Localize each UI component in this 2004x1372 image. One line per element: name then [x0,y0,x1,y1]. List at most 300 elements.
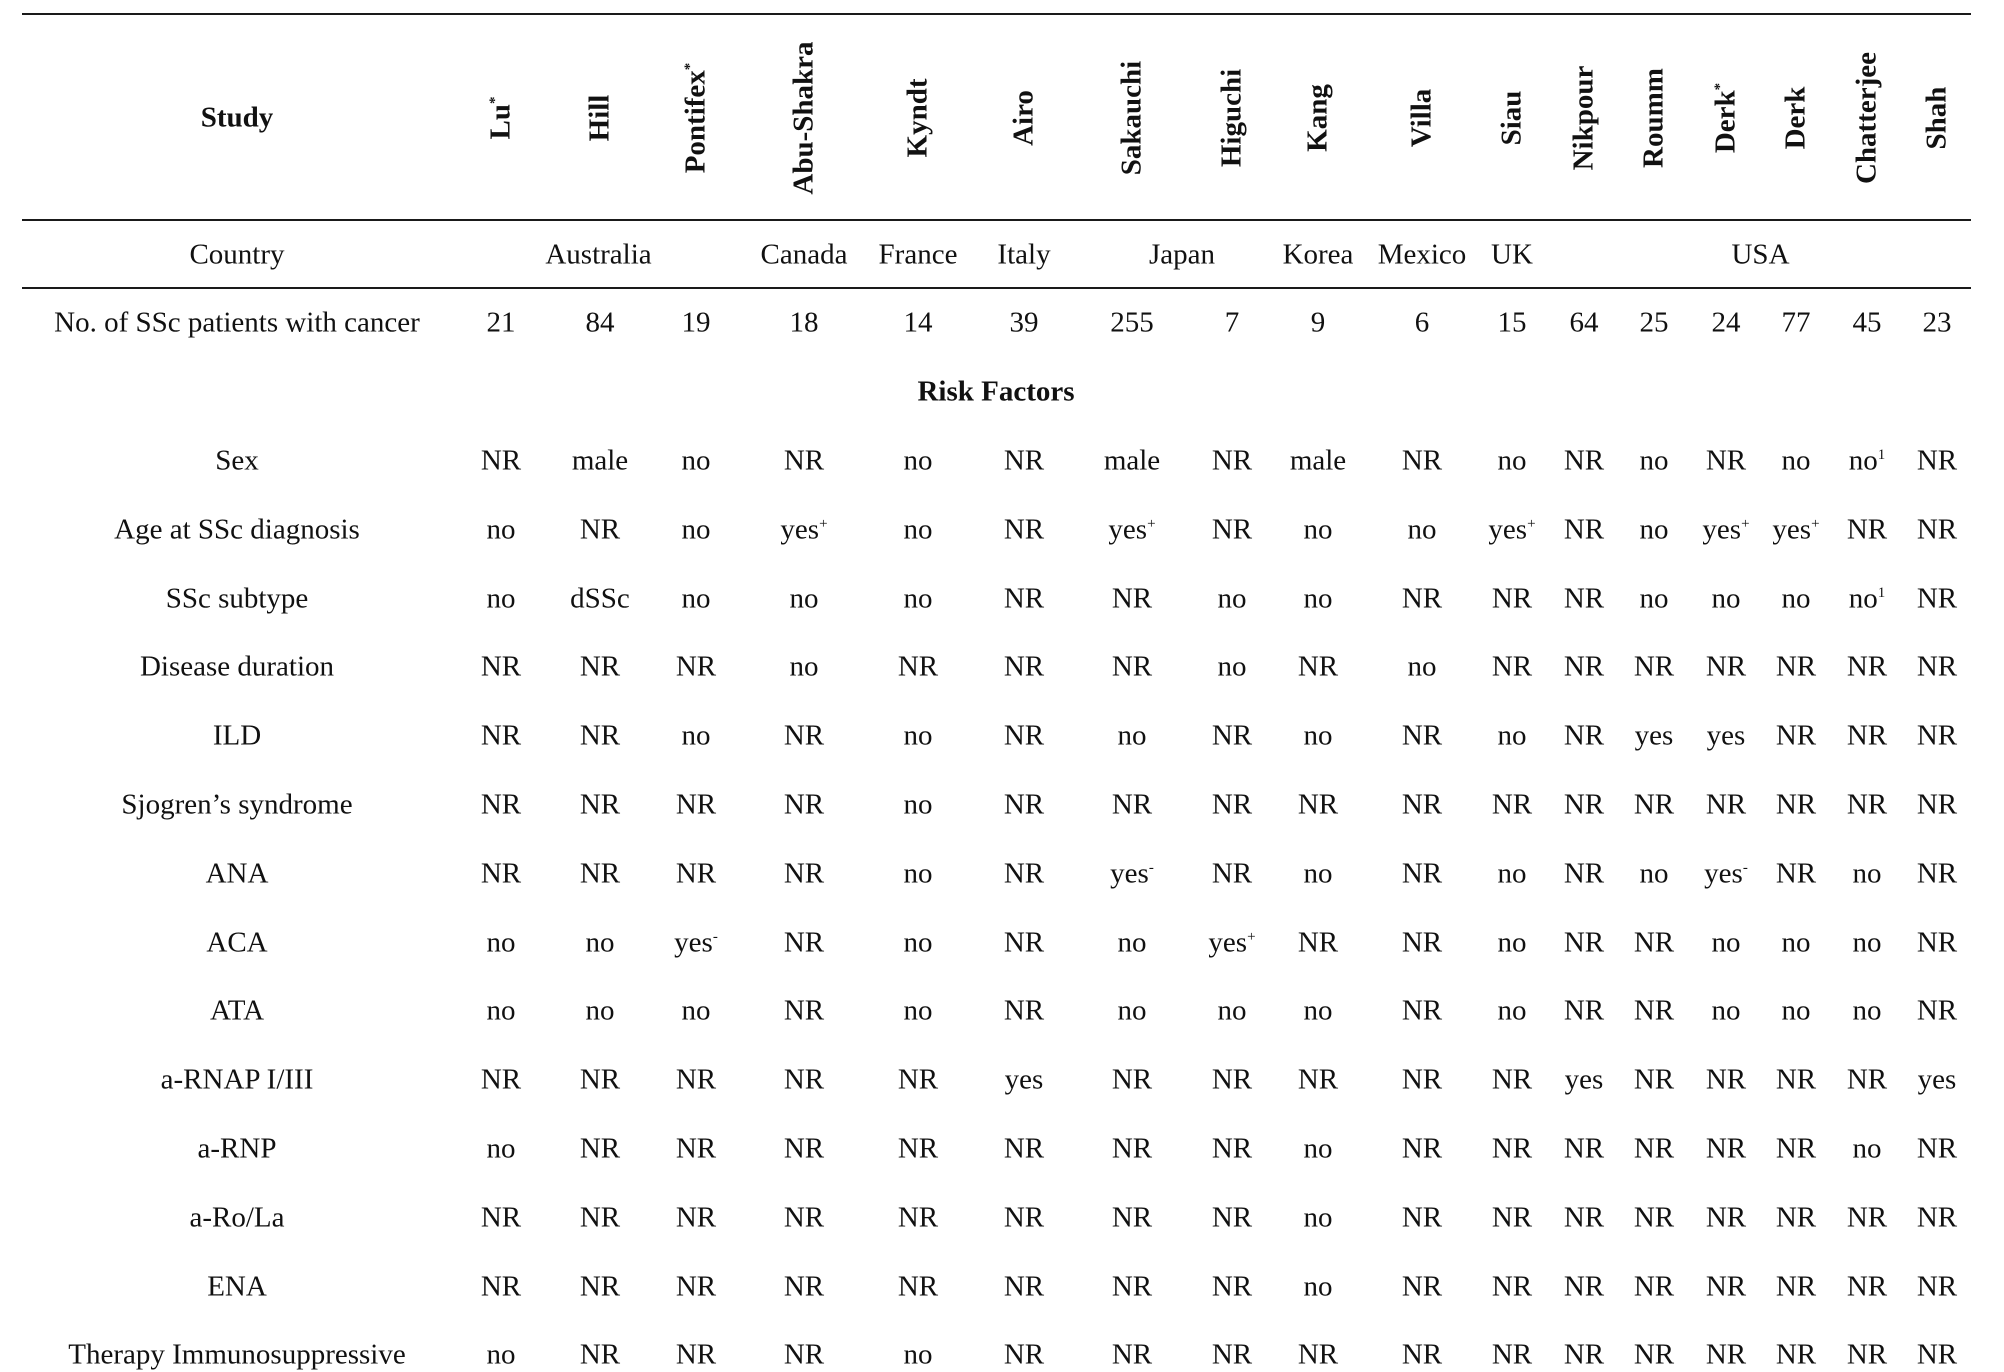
cell-value: NR [1211,444,1253,477]
table-cell [1118,995,1147,1028]
table-cell [1112,1270,1152,1303]
cell-value: no [789,650,819,683]
cell-value: NR [480,857,522,890]
table-cell [904,789,933,822]
study-name: Villa [1405,88,1438,148]
cell-value: no [1303,582,1333,615]
cell-value: NR [1563,857,1605,890]
table-cell [1212,1339,1252,1372]
cell-value: no [1848,582,1878,615]
table-cell [904,513,933,546]
cell-value: yes [1917,1063,1957,1096]
cell-value: NR [480,444,522,477]
table-cell [481,720,521,753]
table-cell [1212,789,1252,822]
cell-value: NR [1846,650,1888,683]
table-cell [1564,857,1604,890]
country-cell: Korea [1282,238,1354,271]
cell-value: NR [1775,1270,1817,1303]
table-cell [676,857,716,890]
cell-value: NR [1916,513,1958,546]
table-cell [1402,995,1442,1028]
cell-value: no [1303,1132,1333,1165]
cell-value: yes [1108,513,1148,546]
table-cell [1212,1270,1252,1303]
cell-value: NR [1401,788,1443,821]
study-header [1568,66,1601,171]
cell-value: NR [897,650,939,683]
table-cell [682,720,711,753]
table-cell [1402,1201,1442,1234]
cell-value: NR [1775,1338,1817,1371]
table-cell [1004,1270,1044,1303]
study-header [788,41,821,194]
study-header [584,95,617,142]
table-cell [1004,445,1044,478]
table-cell [1564,720,1604,753]
cell-value: no [1848,444,1878,477]
study-header [1008,90,1041,146]
cell-value: NR [1297,650,1339,683]
cell-value: NR [675,788,717,821]
cell-value: NR [579,1132,621,1165]
cell-footnote-mark: - [712,928,718,945]
table-cell [1112,1133,1152,1166]
risk-factor-label: Sjogren’s syndrome [121,788,353,821]
table-cell [1634,995,1674,1028]
table-cell [1917,445,1957,478]
cell-footnote-mark: + [1527,515,1536,532]
cell-value: NR [675,1338,717,1371]
table-cell [1498,926,1527,959]
table-cell [586,995,615,1028]
table-cell [1782,995,1811,1028]
cell-value: NR [1491,582,1533,615]
table-cell [1849,582,1886,615]
table-cell [1004,1339,1044,1372]
table-cell [1634,789,1674,822]
cell-value: yes [1110,857,1149,890]
cell-value: no [1117,719,1147,752]
cell-value: NR [1705,788,1747,821]
cell-value: no [1303,994,1333,1027]
table-cell [1564,513,1604,546]
table-cell [1304,857,1333,890]
cell-value: no [1407,650,1437,683]
cell-footnote-mark: 1 [1877,446,1886,463]
cell-value: no [1639,857,1669,890]
study-name: Siau [1495,90,1528,146]
table-cell [1402,789,1442,822]
cell-value: NR [1401,926,1443,959]
study-footnote-mark: * [486,96,503,105]
cell-value: no [1781,582,1811,615]
cell-value: yes [1772,513,1812,546]
cell-value: NR [480,719,522,752]
table-cell [1634,1270,1674,1303]
risk-factor-label: Therapy Immunosuppressive [68,1338,406,1371]
table-cell [1118,720,1147,753]
header-bottom-rule [22,219,1971,221]
study-name: Kang [1301,84,1334,152]
cell-value: NR [1633,1132,1675,1165]
cell-value: NR [783,788,825,821]
cell-value: NR [1003,994,1045,1027]
table-cell [1402,1133,1442,1166]
cell-value: NR [1705,1132,1747,1165]
patient-count-cell: 18 [789,306,819,339]
country-cell: Japan [1148,238,1216,271]
patient-count-cell: 6 [1414,306,1430,339]
table-cell [1776,1201,1816,1234]
table-cell [1847,1064,1887,1097]
cell-value: NR [1003,1338,1045,1371]
table-cell [1488,513,1535,546]
cell-value: NR [1003,513,1045,546]
cell-value: no [903,582,933,615]
table-cell [904,995,933,1028]
cell-value: no [1217,582,1247,615]
cell-footnote-mark: + [1811,515,1820,532]
study-name: Sakauchi [1115,60,1148,176]
table-cell [1564,1339,1604,1372]
table-cell [1772,513,1819,546]
table-cell [1402,926,1442,959]
cell-value: NR [1491,1201,1533,1234]
table-cell [1776,789,1816,822]
cell-value: yes [1706,719,1746,752]
table-cell [1853,926,1882,959]
table-cell [898,1064,938,1097]
study-header [485,97,518,140]
table-cell [904,720,933,753]
cell-value: NR [1211,1201,1253,1234]
cell-value: NR [480,650,522,683]
study-footnote-mark: * [1711,82,1728,91]
study-name: Higuchi [1215,68,1248,168]
table-cell [1776,1133,1816,1166]
table-cell [784,1064,824,1097]
study-header [680,63,713,174]
table-cell [580,1133,620,1166]
table-cell [1706,1270,1746,1303]
table-cell [1108,513,1155,546]
cell-value: NR [1916,994,1958,1027]
cell-value: no [1303,1270,1333,1303]
table-cell [1004,857,1044,890]
table-cell [580,789,620,822]
table-cell [1004,789,1044,822]
cell-value: NR [1846,1338,1888,1371]
cell-value: NR [1775,857,1817,890]
cell-value: NR [1563,650,1605,683]
cell-value: NR [1111,788,1153,821]
country-cell: USA [1731,238,1790,271]
cell-value: NR [1633,1063,1675,1096]
cell-value: no [903,926,933,959]
cell-value: NR [579,857,621,890]
table-cell [487,926,516,959]
table-cell [1304,582,1333,615]
cell-value: no [1303,857,1333,890]
cell-value: male [1289,444,1347,477]
table-cell [898,651,938,684]
table-cell [674,926,718,959]
cell-value: NR [1297,1063,1339,1096]
cell-value: NR [1705,1270,1747,1303]
table-cell [580,1201,620,1234]
table-cell [1917,995,1957,1028]
cell-value: NR [1491,650,1533,683]
table-cell [1917,789,1957,822]
table-cell [1564,651,1604,684]
table-cell [1218,582,1247,615]
table-cell [1304,995,1333,1028]
cell-value: yes [1488,513,1528,546]
cell-value: no [1852,926,1882,959]
table-cell [1634,926,1674,959]
cell-value: no [1497,857,1527,890]
risk-factor-label: SSc subtype [165,582,309,615]
table-cell [904,857,933,890]
cell-value: no [1781,444,1811,477]
cell-value: NR [1401,994,1443,1027]
patient-count-cell: 84 [585,306,615,339]
cell-value: NR [1633,926,1675,959]
table-cell [676,1339,716,1372]
table-cell [1917,926,1957,959]
cell-value: no [903,444,933,477]
table-cell [1004,1201,1044,1234]
table-cell [1304,1270,1333,1303]
cell-value: NR [1401,444,1443,477]
table-cell [487,582,516,615]
cell-value: NR [1775,1201,1817,1234]
cell-value: NR [1401,582,1443,615]
table-cell [682,445,711,478]
country-cell: Canada [760,238,848,271]
table-cell [1706,651,1746,684]
table-cell [481,445,521,478]
cell-value: NR [897,1063,939,1096]
table-cell [1918,1064,1957,1097]
patient-count-cell: 14 [903,306,933,339]
cell-value: NR [1003,926,1045,959]
cell-value: NR [579,513,621,546]
study-footnote-mark: * [681,62,698,71]
table-cell [898,1133,938,1166]
table-cell [580,1339,620,1372]
table-cell [1402,1064,1442,1097]
table-cell [1782,582,1811,615]
cell-value: no [1852,1132,1882,1165]
study-header [1780,87,1813,150]
cell-value: no [486,513,516,546]
cell-value: no [585,926,615,959]
table-cell [1712,582,1741,615]
table-cell [784,720,824,753]
table-cell [1212,1133,1252,1166]
table-cell [1776,1270,1816,1303]
cell-value: yes [1704,857,1743,890]
cell-value: NR [675,1201,717,1234]
cell-footnote-mark: 1 [1877,584,1886,601]
table-cell [1917,720,1957,753]
cell-value: no [903,788,933,821]
cell-value: NR [897,1201,939,1234]
study-name: Hill [583,94,616,142]
cell-value: NR [1916,788,1958,821]
cell-value: no [903,719,933,752]
cell-value: NR [783,1201,825,1234]
table-cell [780,513,827,546]
table-cell [1640,513,1669,546]
study-name: Chatterjee [1850,51,1883,185]
cell-value: no [903,1338,933,1371]
cell-value: NR [1491,1270,1533,1303]
cell-value: NR [1211,1132,1253,1165]
table-cell [1564,1201,1604,1234]
table-cell [1212,1064,1252,1097]
risk-factor-label: ENA [207,1270,267,1303]
study-header [1406,89,1439,148]
cell-value: NR [1111,1063,1153,1096]
study-header [1302,84,1335,152]
cell-value: no [1639,582,1669,615]
table-cell [1917,582,1957,615]
cell-value: NR [579,1270,621,1303]
patient-count-cell: 45 [1852,306,1882,339]
cell-value: NR [1916,650,1958,683]
cell-value: NR [1846,719,1888,752]
study-name: Shah [1920,86,1953,150]
table-cell [1640,582,1669,615]
table-cell [580,857,620,890]
cell-value: NR [1563,719,1605,752]
table-cell [676,1133,716,1166]
table-cell [1847,720,1887,753]
cell-value: NR [1705,444,1747,477]
cell-value: NR [675,1270,717,1303]
cell-value: NR [480,1270,522,1303]
cell-value: NR [1003,719,1045,752]
table-cell [1640,445,1669,478]
table-cell [1847,513,1887,546]
study-name: Roumm [1637,68,1670,168]
study-name: Kyndt [901,78,934,158]
cell-value: NR [1111,650,1153,683]
cell-value: no [1497,926,1527,959]
cell-value: NR [675,650,717,683]
table-cell [1776,651,1816,684]
cell-value: NR [1775,1063,1817,1096]
table-cell [1706,1133,1746,1166]
cell-value: NR [675,857,717,890]
patient-count-cell: 23 [1922,306,1952,339]
country-cell: UK [1491,238,1533,271]
study-column-header: Study [200,101,274,134]
table-cell [1498,445,1527,478]
cell-value: NR [1211,719,1253,752]
cell-value: NR [1563,1132,1605,1165]
table-top-rule [22,13,1971,15]
table-cell [1298,926,1338,959]
table-cell [676,1064,716,1097]
country-cell: France [878,238,958,271]
table-cell [481,651,521,684]
table-cell [481,1201,521,1234]
table-cell [1849,445,1886,478]
table-cell [784,1270,824,1303]
cell-value: no [903,857,933,890]
cell-value: NR [1401,1201,1443,1234]
patient-count-cell: 77 [1781,306,1811,339]
cell-value: NR [783,444,825,477]
country-row-label: Country [189,238,285,271]
table-cell [1564,789,1604,822]
table-cell [1004,720,1044,753]
cell-value: NR [1211,1063,1253,1096]
cell-value: NR [1775,650,1817,683]
table-cell [1492,1201,1532,1234]
table-cell [1492,1270,1532,1303]
cell-value: NR [1491,788,1533,821]
table-cell [1776,720,1816,753]
study-header [1921,87,1954,150]
cell-value: no [903,513,933,546]
table-cell [1634,1133,1674,1166]
patient-count-cell: 25 [1639,306,1669,339]
table-cell [1712,926,1741,959]
table-cell [1004,1133,1044,1166]
table-cell [1402,1270,1442,1303]
table-cell [1706,1201,1746,1234]
table-cell [1004,995,1044,1028]
risk-factor-label: ACA [206,926,268,959]
cell-value: no [1781,994,1811,1027]
table-cell [1298,789,1338,822]
patient-count-cell: 39 [1009,306,1039,339]
table-cell [904,582,933,615]
table-cell [1853,857,1882,890]
cell-value: NR [1003,1132,1045,1165]
table-cell [1402,445,1442,478]
risk-factor-label: ANA [205,857,269,890]
cell-value: NR [675,1132,717,1165]
table-cell [580,1270,620,1303]
cell-value: NR [1775,719,1817,752]
cell-value: NR [1563,926,1605,959]
cell-value: no [903,994,933,1027]
table-cell [1304,1201,1333,1234]
table-cell [1634,651,1674,684]
table-cell [676,1270,716,1303]
table-cell [481,1064,521,1097]
table-cell [1208,926,1255,959]
cell-value: NR [1633,650,1675,683]
table-cell [1564,1133,1604,1166]
table-cell [898,1201,938,1234]
table-cell [1565,1064,1604,1097]
cell-value: NR [1111,1132,1153,1165]
cell-value: no [585,994,615,1027]
cell-value: NR [1401,857,1443,890]
cell-value: NR [1705,1201,1747,1234]
cell-value: NR [783,926,825,959]
table-cell [1917,1270,1957,1303]
cell-value: NR [1211,1338,1253,1371]
table-cell [784,445,824,478]
